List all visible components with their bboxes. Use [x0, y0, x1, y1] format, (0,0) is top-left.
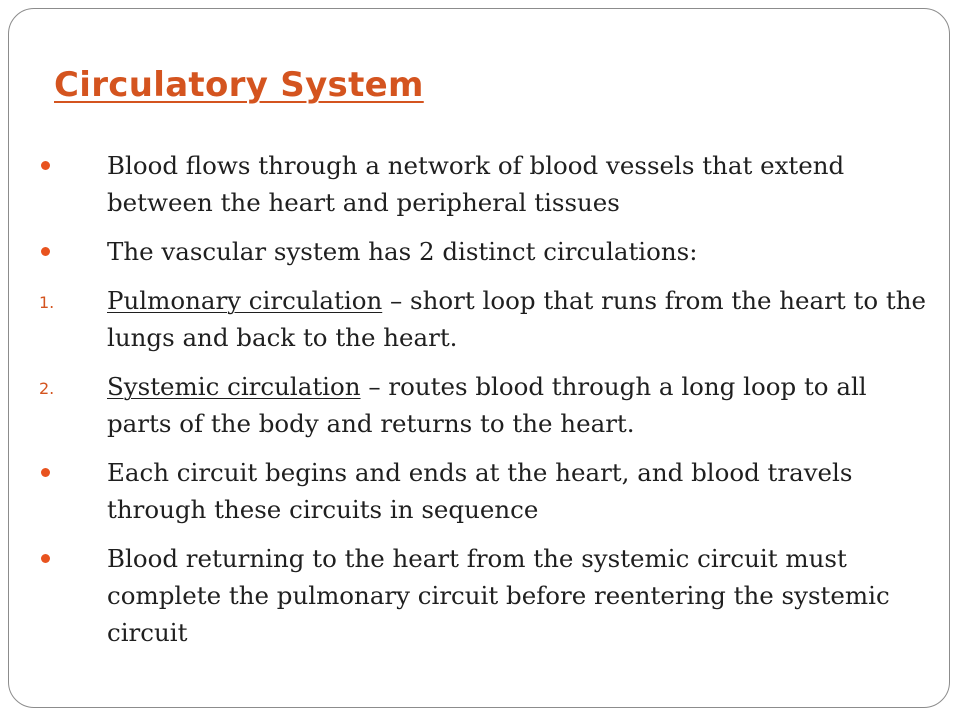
- item-text: – short loop that runs from the heart to the lungs and back to the heart.: [107, 286, 927, 352]
- list-item-3: [39, 282, 929, 356]
- bullet-list: [39, 147, 929, 663]
- bullet-icon: [41, 161, 50, 170]
- list-item-2: [39, 233, 929, 270]
- bullet-icon: [41, 247, 50, 256]
- item-term: Pulmonary circulation: [107, 286, 383, 315]
- item-text: Blood returning to the heart from the systemic circuit must complete the pulmonary circuit before reentering the systemic circuit: [107, 544, 890, 647]
- list-number: 2.: [39, 379, 55, 398]
- bullet-icon: [41, 468, 50, 477]
- bullet-icon: [41, 554, 50, 563]
- list-item-4: [39, 368, 929, 442]
- item-text: – routes blood through a long loop to all parts of the body and returns to the heart.: [107, 372, 867, 438]
- item-term: Systemic circulation: [107, 372, 361, 401]
- item-text: Blood flows through a network of blood vessels that extend between the heart and peripheral tissues: [107, 151, 845, 217]
- slide-title: Circulatory System: [54, 65, 424, 105]
- slide-frame: [8, 8, 950, 708]
- list-item-6: [39, 540, 929, 651]
- list-item-1: [39, 147, 929, 221]
- item-text: The vascular system has 2 distinct circulations:: [107, 237, 698, 266]
- item-text: Each circuit begins and ends at the heart, and blood travels through these circuits in sequence: [107, 458, 853, 524]
- list-item-5: [39, 454, 929, 528]
- list-number: 1.: [39, 293, 55, 312]
